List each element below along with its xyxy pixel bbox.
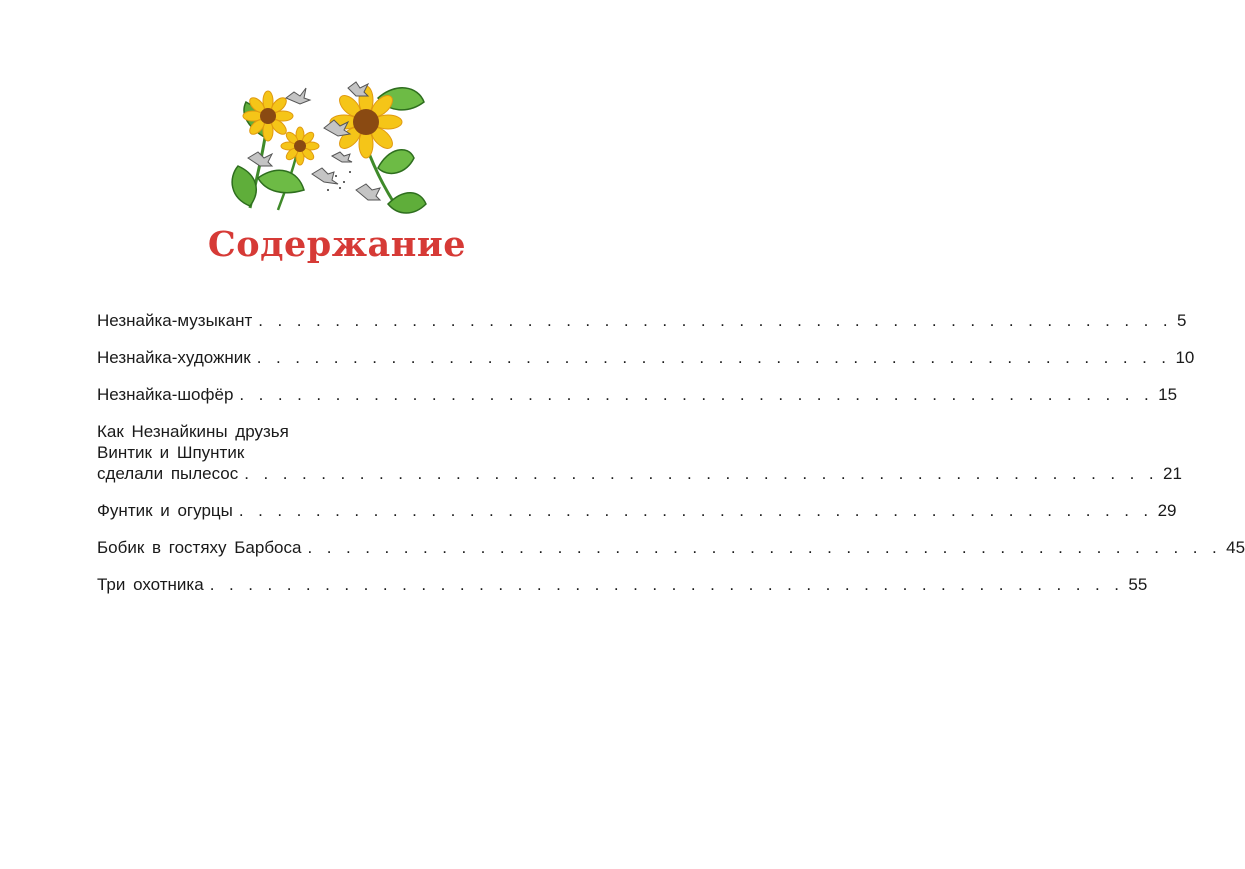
toc-entry[interactable] (97, 384, 1178, 405)
toc-page-number: 21 (1162, 464, 1182, 483)
toc-entry-title-line: Бобик в гостяху Барбоса (97, 538, 302, 557)
toc-page-number: 15 (1158, 385, 1178, 404)
toc-entry-title-line: Три охотника (97, 575, 204, 594)
toc-page-number: 5 (1176, 311, 1187, 330)
dot-leader: . . . . . . . . . . . . . . . . . . . . . . . . . . . . . . . . . . . . . . . . . . . . . . . . (307, 538, 1221, 557)
toc-page-number: 29 (1157, 501, 1177, 520)
toc-page-number: 45 (1226, 538, 1245, 557)
toc-entry-title-line: Как Незнайкины друзья (97, 422, 289, 441)
toc-entry[interactable] (97, 421, 1182, 484)
toc-entry-title-line: сделали пылесос (97, 464, 239, 483)
toc-entry-title-line: Незнайка-музыкант (97, 311, 253, 330)
dot-leader: . . . . . . . . . . . . . . . . . . . . . . . . . . . . . . . . . . . . . . . . . . . . . . . . (256, 348, 1170, 367)
dot-leader: . . . . . . . . . . . . . . . . . . . . . . . . . . . . . . . . . . . . . . . . . . . . . . . . (209, 575, 1123, 594)
toc-entry[interactable] (97, 310, 1187, 331)
toc-entry[interactable] (97, 537, 1245, 558)
toc-page-number: 10 (1175, 348, 1195, 367)
toc-entry[interactable] (97, 347, 1195, 368)
dot-leader: . . . . . . . . . . . . . . . . . . . . . . . . . . . . . . . . . . . . . . . . . . . . . . . . (239, 385, 1153, 404)
toc-entry-title-line: Незнайка-художник (97, 348, 251, 367)
toc-entry-title-line: Фунтик и огурцы (97, 501, 233, 520)
page-title: Содержание (207, 224, 467, 265)
toc-entry[interactable] (97, 500, 1177, 521)
table-of-contents (97, 310, 1245, 611)
dot-leader: . . . . . . . . . . . . . . . . . . . . . . . . . . . . . . . . . . . . . . . . . . . . . . . . (258, 311, 1171, 330)
dot-leader: . . . . . . . . . . . . . . . . . . . . . . . . . . . . . . . . . . . . . . . . . . . . . . . . (244, 464, 1157, 483)
toc-entry-title-line: Винтик и Шпунтик (97, 443, 245, 462)
sunflowers-and-birds-illustration (228, 78, 428, 218)
toc-entry[interactable] (97, 574, 1148, 595)
toc-entry-title-line: Незнайка-шофёр (97, 385, 234, 404)
dot-leader: . . . . . . . . . . . . . . . . . . . . . . . . . . . . . . . . . . . . . . . . . . . . . . . . (238, 501, 1152, 520)
toc-page-number: 55 (1128, 575, 1148, 594)
